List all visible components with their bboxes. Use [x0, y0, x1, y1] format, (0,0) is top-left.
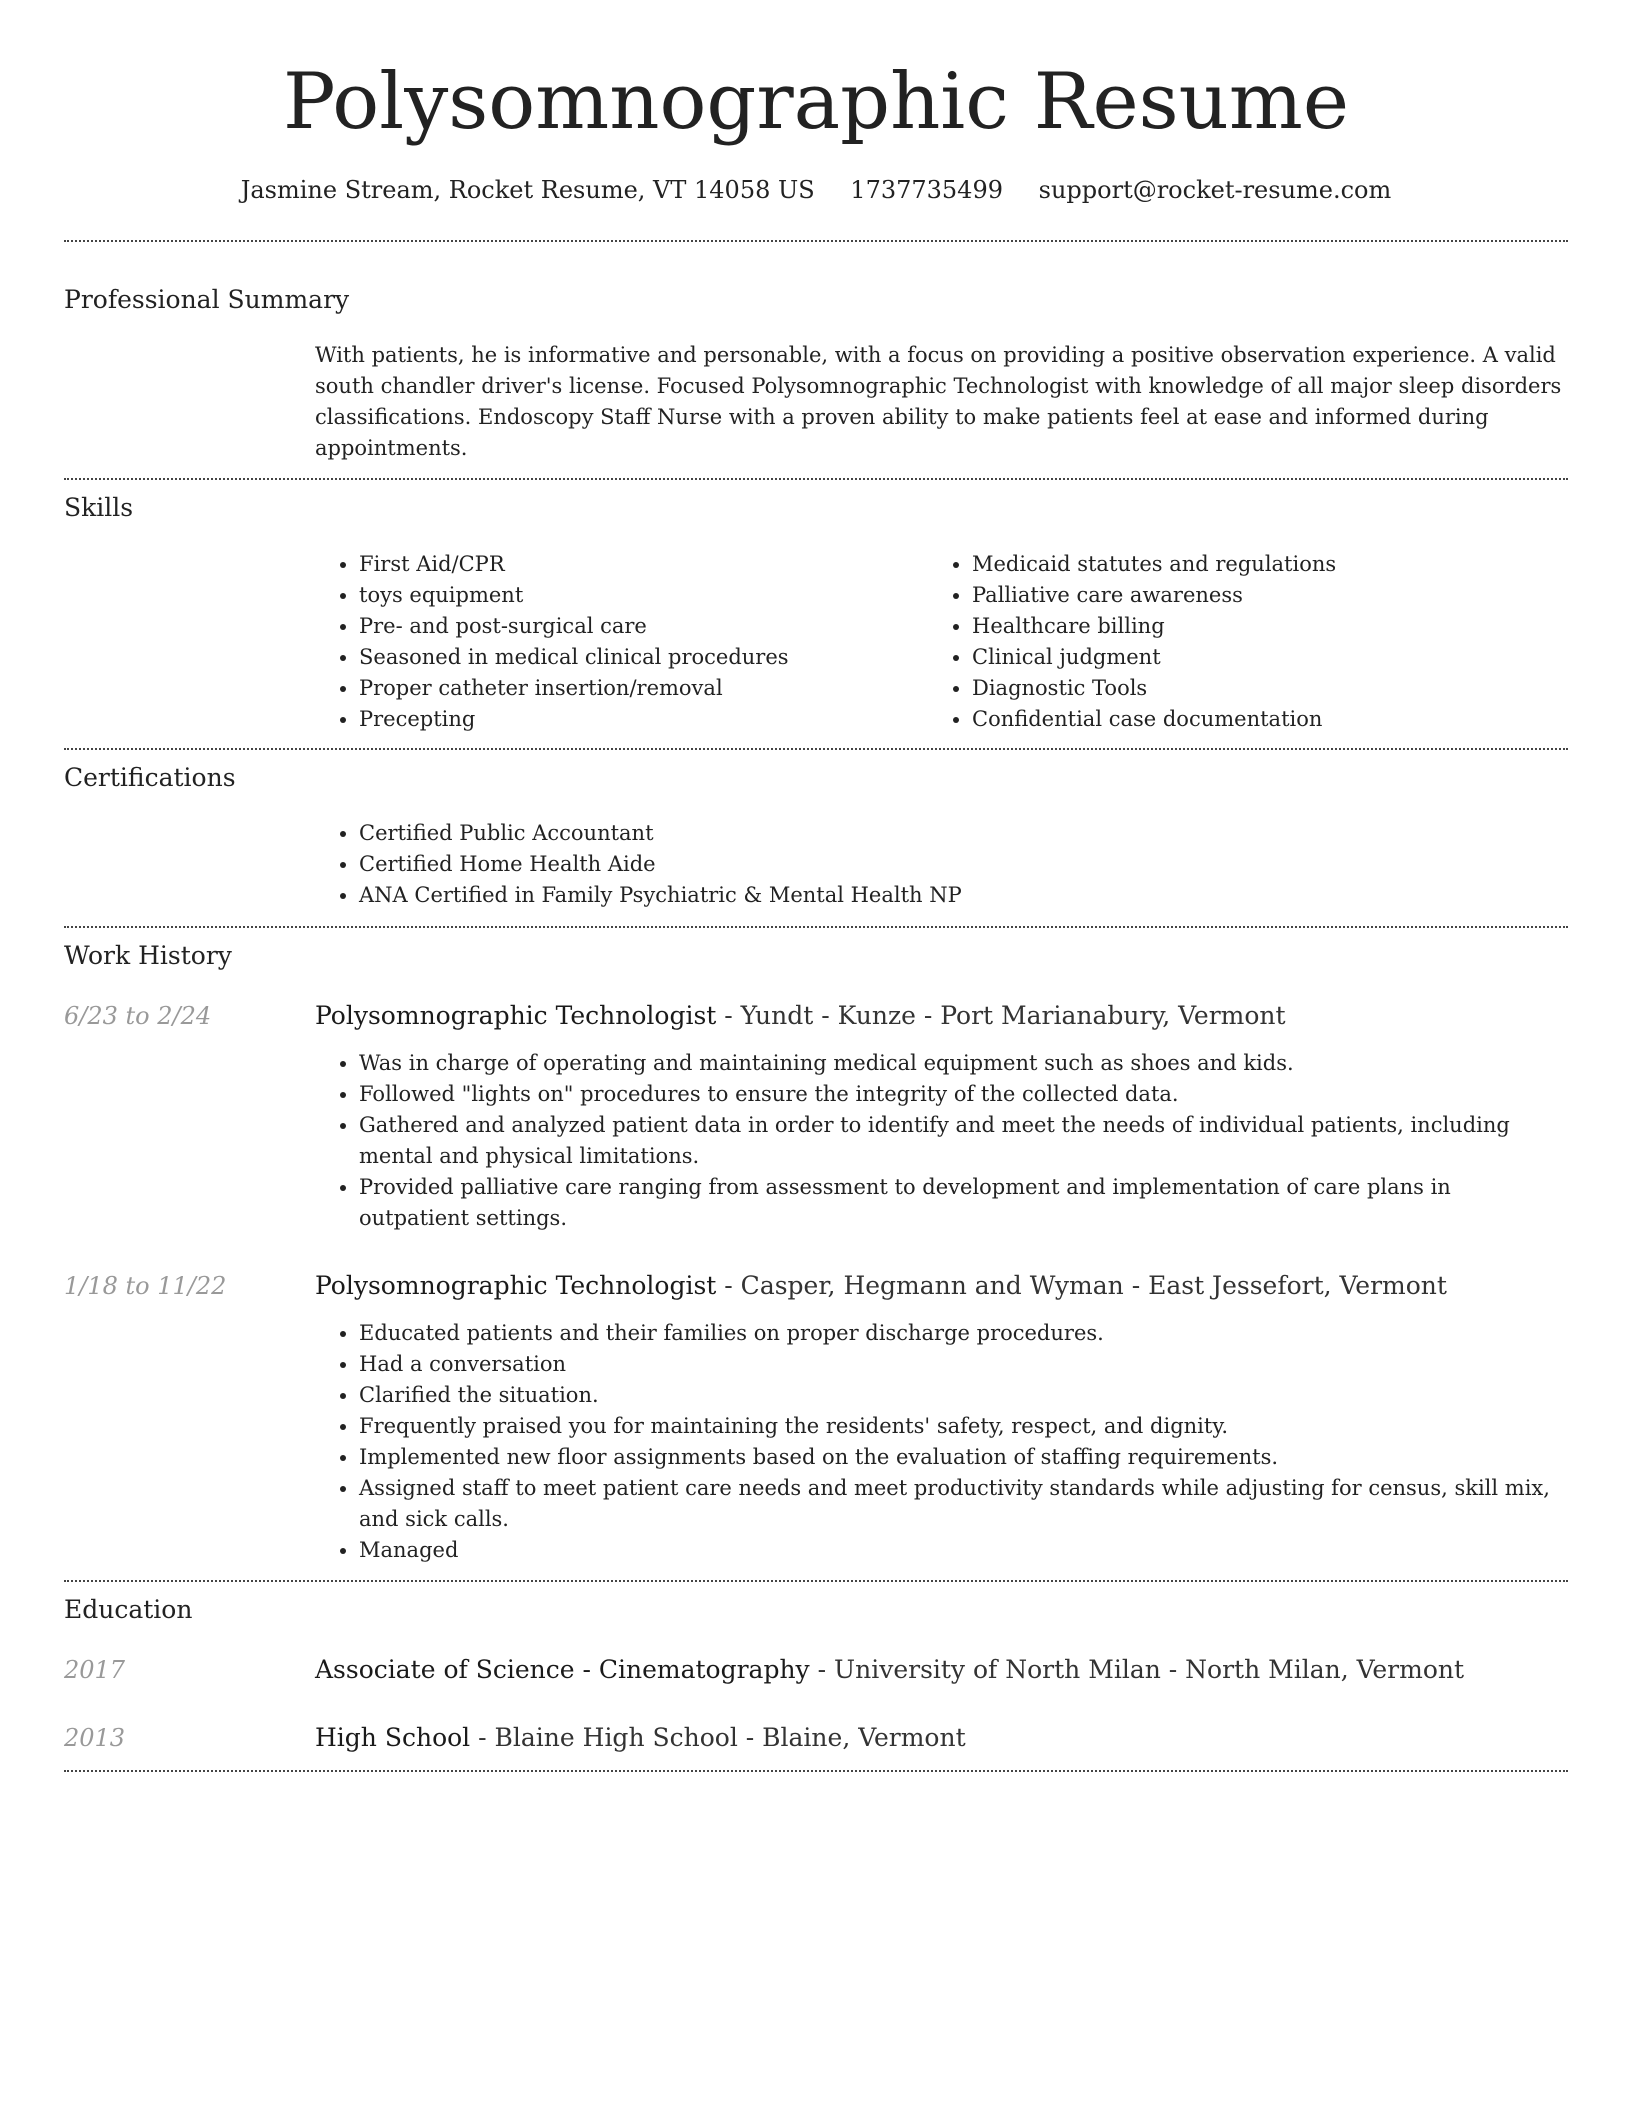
job-bullet: • Frequently praised you for maintaining the residents' safety, respect, and dignity.: [359, 1411, 1565, 1442]
contact-line: [0, 170, 1632, 210]
job-bullet: • Followed "lights on" procedures to ensure the integrity of the collected data.: [359, 1079, 1565, 1110]
summary-text-block: [315, 340, 1565, 464]
work-history-heading: Work History: [64, 941, 232, 970]
skill-item: • toys equipment: [359, 580, 915, 611]
skill-item: • Clinical judgment: [972, 642, 1528, 673]
skill-item: • Pre- and post-surgical care: [359, 611, 915, 642]
job-bullet: • Implemented new floor assignments based on the evaluation of staffing requirements.: [359, 1442, 1565, 1473]
contact-phone: 1737735499: [850, 176, 1003, 204]
certification-item: • Certified Public Accountant: [359, 818, 1565, 849]
job-details: - Yundt - Kunze - Port Marianabury, Vermont: [716, 1001, 1286, 1030]
certifications-heading: Certifications: [64, 763, 236, 792]
skill-item: • Palliative care awareness: [972, 580, 1528, 611]
skill-item: • First Aid/CPR: [359, 549, 915, 580]
job-heading: [315, 996, 1575, 1036]
education-degree: Associate of Science - Cinematography: [315, 1655, 810, 1684]
job-bullets: [315, 1318, 1565, 1566]
education-heading: Education: [64, 1595, 193, 1624]
divider: [64, 478, 1568, 480]
job-bullets: [315, 1048, 1565, 1234]
job-dates: 6/23 to 2/24: [64, 1002, 212, 1030]
summary-text: With patients, he is informative and personable, with a focus on providing a positive observation experience. A valid south chandler driver's license. Focused Polysomnographic Technologist with knowledge of all major sleep disorders classifications. Endoscopy Staff Nurse with a proven ability to make patients feel at ease and informed during appointments.: [315, 343, 1562, 460]
education-entry: [315, 1650, 1575, 1690]
job-bullet: • Had a conversation: [359, 1349, 1565, 1380]
contact-email: support@rocket-resume.com: [1038, 176, 1392, 204]
skill-item: • Diagnostic Tools: [972, 673, 1528, 704]
skills-heading: Skills: [64, 493, 134, 522]
job-dates: 1/18 to 11/22: [64, 1272, 227, 1300]
divider: [64, 926, 1568, 928]
skills-column-right: [928, 549, 1528, 735]
skill-item: • Medicaid statutes and regulations: [972, 549, 1528, 580]
job-title: Polysomnographic Technologist: [315, 1001, 717, 1030]
skill-item: • Seasoned in medical clinical procedures: [359, 642, 915, 673]
skill-item: • Healthcare billing: [972, 611, 1528, 642]
job-details: - Casper, Hegmann and Wyman - East Jessefort, Vermont: [716, 1271, 1447, 1300]
skill-item: • Confidential case documentation: [972, 704, 1528, 735]
job-bullet: • Provided palliative care ranging from assessment to development and implementation of care plans in outpatient settings.: [359, 1172, 1565, 1234]
skill-item: • Proper catheter insertion/removal: [359, 673, 915, 704]
certification-item: • ANA Certified in Family Psychiatric & Mental Health NP: [359, 880, 1565, 911]
education-year: 2013: [64, 1724, 126, 1752]
job-bullet: • Clarified the situation.: [359, 1380, 1565, 1411]
certification-item: • Certified Home Health Aide: [359, 849, 1565, 880]
divider: [64, 1580, 1568, 1582]
job-bullet: • Managed: [359, 1535, 1565, 1566]
divider: [64, 748, 1568, 750]
job-bullet: • Assigned staff to meet patient care needs and meet productivity standards while adjusting for census, skill mix, and sick calls.: [359, 1473, 1565, 1535]
education-degree: High School: [315, 1723, 471, 1752]
contact-address: Jasmine Stream, Rocket Resume, VT 14058 US: [240, 176, 815, 204]
divider: [64, 240, 1568, 242]
skill-item: • Precepting: [359, 704, 915, 735]
education-details: - University of North Milan - North Milan, Vermont: [809, 1655, 1465, 1684]
job-bullet: • Educated patients and their families on proper discharge procedures.: [359, 1318, 1565, 1349]
skills-column-left: [315, 549, 915, 735]
education-entry: [315, 1718, 1575, 1758]
job-heading: [315, 1266, 1575, 1306]
education-year: 2017: [64, 1656, 126, 1684]
job-bullet: • Was in charge of operating and maintaining medical equipment such as shoes and kids.: [359, 1048, 1565, 1079]
divider: [64, 1770, 1568, 1772]
resume-title: Polysomnographic Resume: [282, 57, 1350, 147]
job-title: Polysomnographic Technologist: [315, 1271, 717, 1300]
education-details: - Blaine High School - Blaine, Vermont: [470, 1723, 966, 1752]
certifications-list: [315, 818, 1565, 911]
summary-heading: Professional Summary: [64, 285, 350, 314]
job-bullet: • Gathered and analyzed patient data in order to identify and meet the needs of individual patients, including mental and physical limitations.: [359, 1110, 1565, 1172]
